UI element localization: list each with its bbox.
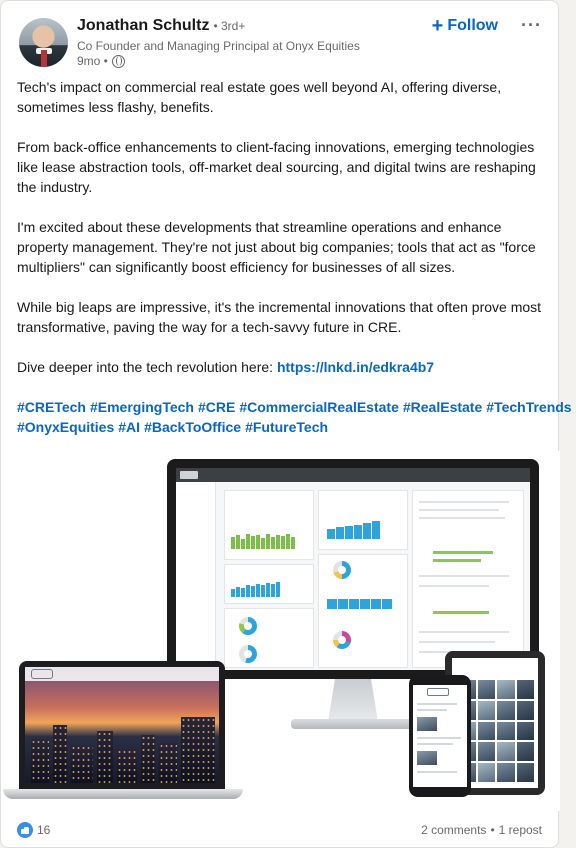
post-link[interactable]: https://lnkd.in/edkra4b7 xyxy=(276,359,435,375)
hashtag[interactable]: #CRETech xyxy=(17,399,86,415)
engagement-stats xyxy=(421,823,542,837)
dashboard-screen xyxy=(176,468,530,670)
dashboard-panel xyxy=(224,490,314,560)
post-paragraph: Tech's impact on commercial real estate goes well beyond AI, offering diverse, sometimes less flashy, benefits. xyxy=(17,79,502,115)
author-name[interactable]: Jonathan Schultz xyxy=(77,17,210,34)
list-line xyxy=(419,509,499,511)
plus-icon: + xyxy=(431,15,444,37)
post-meta xyxy=(77,54,125,68)
dashboard-panel xyxy=(318,554,408,668)
reactions-count[interactable] xyxy=(17,822,50,838)
dashboard-panel xyxy=(412,490,524,668)
avatar-tie xyxy=(41,50,47,67)
city-skyline-image xyxy=(25,667,219,783)
author-name-line xyxy=(77,17,245,35)
hashtag[interactable]: #EmergingTech xyxy=(89,399,194,415)
post-paragraph: I'm excited about these developments that streamline operations and enhance property management. They're not just about big companies; tools that act as "force multipliers" can significantly boost efficiency for businesses of all sizes. xyxy=(17,219,536,275)
dashboard-topbar xyxy=(176,468,530,482)
thumbnail xyxy=(417,717,437,731)
progress-bar xyxy=(433,551,493,554)
monitor-illustration xyxy=(167,459,539,679)
building xyxy=(159,743,177,783)
building xyxy=(71,745,93,783)
dashboard-logo xyxy=(180,471,198,479)
connection-degree: • 3rd+ xyxy=(213,19,246,33)
follow-button[interactable] xyxy=(428,15,502,37)
hashtag[interactable]: #CRE xyxy=(197,399,236,415)
reposts-count[interactable]: 1 repost xyxy=(498,823,542,837)
post-image[interactable] xyxy=(1,451,560,811)
thumbnail xyxy=(417,751,437,765)
list-line xyxy=(417,709,447,711)
list-line xyxy=(419,501,509,503)
list-line xyxy=(417,743,453,745)
donut-chart xyxy=(239,645,257,663)
blue-bar-chart xyxy=(327,599,392,609)
hashtag[interactable]: #CommercialRealEstate xyxy=(239,399,399,415)
hashtag[interactable]: #AI xyxy=(118,419,141,435)
donut-chart xyxy=(333,561,351,579)
post-link-paragraph xyxy=(17,357,545,377)
list-line xyxy=(417,703,457,705)
list-line xyxy=(417,737,461,739)
blue-bar-chart xyxy=(231,582,280,597)
laptop-site-nav xyxy=(25,667,219,681)
post-body xyxy=(17,77,572,437)
list-line xyxy=(419,631,509,633)
laptop-illustration xyxy=(19,661,225,791)
post-timestamp: 9mo • xyxy=(77,54,108,68)
green-bar-chart xyxy=(231,534,295,549)
dashboard-panel xyxy=(318,490,408,550)
laptop-base xyxy=(3,789,243,799)
hashtag-list xyxy=(17,397,572,437)
building xyxy=(53,725,67,783)
stats-separator: • xyxy=(490,823,495,837)
hashtag[interactable]: #FutureTech xyxy=(245,419,329,435)
phone-screen xyxy=(413,685,467,787)
follow-label: Follow xyxy=(447,17,498,34)
list-line xyxy=(417,771,457,773)
building xyxy=(181,717,215,783)
skyline xyxy=(25,713,219,783)
hashtag[interactable]: #OnyxEquities xyxy=(17,419,115,435)
donut-chart xyxy=(239,617,257,635)
progress-bar xyxy=(433,559,481,562)
site-logo xyxy=(31,669,53,679)
post-header xyxy=(19,15,546,71)
monitor-stand-base xyxy=(291,719,421,729)
list-line xyxy=(419,585,489,587)
monitor-stand xyxy=(323,679,383,723)
hashtag[interactable]: #RealEstate xyxy=(402,399,483,415)
post-paragraph: From back-office enhancements to client-facing innovations, emerging technologies like lease abstraction tools, off-market deal sourcing, and digital twins are reshaping the industry. xyxy=(17,139,536,195)
hashtag[interactable]: #TechTrends xyxy=(486,399,572,415)
building xyxy=(31,739,49,783)
progress-bar xyxy=(433,611,489,614)
dashboard-panel xyxy=(224,564,314,604)
comments-count[interactable]: 2 comments xyxy=(421,823,487,837)
like-icon xyxy=(17,822,33,838)
author-avatar[interactable] xyxy=(19,18,68,67)
building xyxy=(117,749,137,783)
donut-chart xyxy=(333,631,351,649)
dashboard-sidebar xyxy=(176,482,216,670)
blue-bar-chart xyxy=(327,521,380,539)
list-line xyxy=(419,641,495,643)
site-logo xyxy=(427,688,449,696)
post-paragraph: While big leaps are impressive, it's the incremental innovations that often prove most transformative, paving the way for a tech-savvy future in CRE. xyxy=(17,299,542,335)
reaction-count: 16 xyxy=(37,823,51,837)
building xyxy=(141,735,155,783)
globe-icon xyxy=(112,55,125,68)
social-counts xyxy=(17,819,542,841)
building xyxy=(97,731,113,783)
dashboard-panel xyxy=(224,608,314,668)
hashtag[interactable]: #BackToOffice xyxy=(144,419,242,435)
list-line xyxy=(419,517,505,519)
link-prefix: Dive deeper into the tech revolution here: xyxy=(17,359,277,375)
list-line xyxy=(419,575,509,577)
more-options-button[interactable]: ··· xyxy=(521,15,542,35)
author-headline: Co Founder and Managing Principal at Onyx Equities xyxy=(77,39,360,53)
phone-illustration xyxy=(409,675,471,797)
